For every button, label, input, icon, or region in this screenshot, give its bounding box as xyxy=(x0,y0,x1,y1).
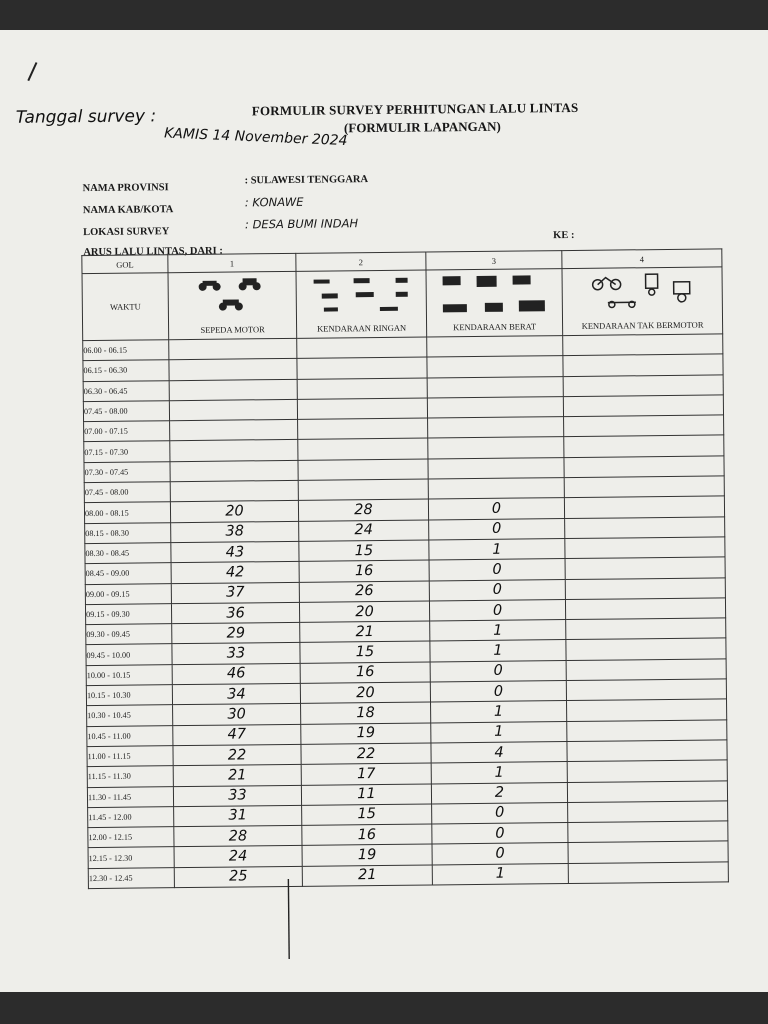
time-slot-cell: 08.15 - 08.30 xyxy=(85,522,171,543)
count-cell-gol-1: 38 xyxy=(171,521,299,543)
count-cell-gol-1: 21 xyxy=(173,765,301,787)
count-cell-gol-1: 46 xyxy=(172,663,300,685)
count-cell-gol-4 xyxy=(567,720,727,742)
provinsi-label: NAMA PROVINSI xyxy=(82,182,169,195)
count-cell-gol-1 xyxy=(169,359,297,381)
count-cell-gol-1: 29 xyxy=(172,623,300,645)
time-slot-cell: 08.00 - 08.15 xyxy=(84,502,170,523)
time-slot-cell: 10.45 - 11.00 xyxy=(87,725,173,746)
time-slot-cell: 07.15 - 07.30 xyxy=(84,441,170,462)
traffic-count-table xyxy=(81,245,729,889)
count-cell-gol-4 xyxy=(563,395,723,417)
time-slot-cell: 06.30 - 06.45 xyxy=(83,380,169,401)
count-cell-gol-4 xyxy=(564,496,724,518)
count-cell-gol-4 xyxy=(566,679,726,701)
count-cell-gol-3: 2 xyxy=(431,782,567,804)
count-cell-gol-4 xyxy=(564,456,724,478)
count-cell-gol-3 xyxy=(427,336,563,358)
count-cell-gol-2 xyxy=(297,337,427,359)
non-motorized-icon xyxy=(563,271,722,309)
time-slot-cell: 09.30 - 09.45 xyxy=(86,624,172,645)
gol-number-2: 2 xyxy=(296,252,426,271)
provinsi-value: : SULAWESI TENGGARA xyxy=(244,174,369,187)
count-cell-gol-2: 21 xyxy=(302,865,432,887)
count-cell-gol-1: 33 xyxy=(172,643,300,665)
gol-number-1: 1 xyxy=(168,253,296,272)
time-slot-cell: 06.00 - 06.15 xyxy=(83,340,169,361)
count-cell-gol-1: 43 xyxy=(171,541,299,563)
count-cell-gol-1: 28 xyxy=(174,825,302,847)
count-cell-gol-4 xyxy=(568,801,728,823)
time-slot-cell: 11.00 - 11.15 xyxy=(87,746,173,767)
count-cell-gol-1: 22 xyxy=(173,744,301,766)
count-cell-gol-1 xyxy=(170,420,298,442)
count-cell-gol-4 xyxy=(564,415,724,437)
category-cell-ringan xyxy=(296,270,427,338)
survey-paper xyxy=(0,30,768,992)
time-slot-cell: 06.15 - 06.30 xyxy=(83,360,169,381)
ke-label: KE : xyxy=(553,229,575,242)
count-cell-gol-3: 0 xyxy=(429,518,565,540)
count-cell-gol-2 xyxy=(297,378,427,400)
count-cell-gol-2 xyxy=(297,357,427,379)
count-cell-gol-1: 36 xyxy=(171,602,299,624)
handwritten-date-label: Tanggal survey : xyxy=(15,106,157,128)
kabkota-value: : KONAWE xyxy=(244,194,304,210)
count-cell-gol-2: 28 xyxy=(298,499,428,521)
waktu-label: WAKTU xyxy=(82,273,169,341)
count-cell-gol-4 xyxy=(567,699,727,721)
count-cell-gol-2 xyxy=(298,459,428,481)
count-cell-gol-4 xyxy=(568,821,728,843)
gol-number-3: 3 xyxy=(426,251,562,270)
count-cell-gol-3: 1 xyxy=(429,539,565,561)
count-cell-gol-2 xyxy=(298,479,428,501)
count-cell-gol-3: 1 xyxy=(431,762,567,784)
heavy-vehicle-icon xyxy=(427,273,562,316)
category-cell-berat xyxy=(426,269,563,337)
lokasi-value: : DESA BUMI INDAH xyxy=(244,216,359,232)
count-cell-gol-4 xyxy=(565,517,725,539)
count-cell-gol-1 xyxy=(169,338,297,360)
count-cell-gol-1 xyxy=(169,399,297,421)
count-cell-gol-3: 0 xyxy=(432,843,568,865)
count-cell-gol-4 xyxy=(568,841,728,863)
count-cell-gol-4 xyxy=(564,476,724,498)
count-cell-gol-4 xyxy=(563,374,723,396)
count-cell-gol-3: 0 xyxy=(429,579,565,601)
category-label-ringan: KENDARAAN RINGAN xyxy=(317,322,407,334)
count-cell-gol-2: 16 xyxy=(299,560,429,582)
count-cell-gol-3: 1 xyxy=(432,863,568,885)
count-cell-gol-1: 20 xyxy=(170,501,298,523)
category-header-row xyxy=(82,267,723,341)
time-slot-cell: 11.30 - 11.45 xyxy=(87,786,173,807)
count-cell-gol-4 xyxy=(563,334,723,356)
count-cell-gol-3: 0 xyxy=(432,823,568,845)
count-cell-gol-4 xyxy=(566,659,726,681)
count-cell-gol-4 xyxy=(563,354,723,376)
count-cell-gol-2: 26 xyxy=(299,581,429,603)
lokasi-label: LOKASI SURVEY xyxy=(83,226,170,239)
count-cell-gol-4 xyxy=(568,862,728,884)
count-cell-gol-4 xyxy=(565,598,725,620)
count-cell-gol-3: 0 xyxy=(430,681,566,703)
category-label-berat: KENDARAAN BERAT xyxy=(453,321,537,333)
time-slot-cell: 07.30 - 07.45 xyxy=(84,461,170,482)
count-cell-gol-3: 0 xyxy=(428,498,564,520)
category-cell-tak-bermotor xyxy=(562,267,723,336)
time-slot-cell: 10.00 - 10.15 xyxy=(86,664,172,685)
count-cell-gol-1: 24 xyxy=(174,846,302,868)
count-cell-gol-3: 4 xyxy=(431,741,567,763)
form-title: FORMULIR SURVEY PERHITUNGAN LALU LINTAS xyxy=(251,99,579,119)
count-cell-gol-4 xyxy=(564,435,724,457)
time-slot-cell: 10.30 - 10.45 xyxy=(87,705,173,726)
count-cell-gol-4 xyxy=(567,780,727,802)
time-slot-cell: 07.00 - 07.15 xyxy=(84,421,170,442)
time-slot-cell: 11.45 - 12.00 xyxy=(88,807,174,828)
count-cell-gol-2: 15 xyxy=(302,804,432,826)
count-cell-gol-3 xyxy=(428,437,564,459)
count-cell-gol-2: 16 xyxy=(302,824,432,846)
time-slot-cell: 12.15 - 12.30 xyxy=(88,847,174,868)
time-slot-cell: 08.30 - 08.45 xyxy=(85,543,171,564)
count-cell-gol-1 xyxy=(170,440,298,462)
gol-number-4: 4 xyxy=(562,249,722,269)
pen-stroke-mark xyxy=(287,879,291,959)
count-cell-gol-1 xyxy=(170,480,298,502)
count-cell-gol-1: 34 xyxy=(172,683,300,705)
count-cell-gol-4 xyxy=(565,537,725,559)
handwritten-date-value: KAMIS 14 November 2024 xyxy=(163,125,348,150)
category-label-tak-bermotor: KENDARAAN TAK BERMOTOR xyxy=(581,319,704,331)
count-cell-gol-2: 17 xyxy=(301,763,431,785)
time-slot-cell: 10.15 - 10.30 xyxy=(86,685,172,706)
time-slot-cell: 07.45 - 08.00 xyxy=(83,401,169,422)
time-slot-cell: 09.00 - 09.15 xyxy=(85,583,171,604)
form-subtitle: (FORMULIR LAPANGAN) xyxy=(343,118,501,136)
count-cell-gol-3: 0 xyxy=(430,660,566,682)
count-cell-gol-3: 1 xyxy=(430,620,566,642)
count-cell-gol-3: 0 xyxy=(429,559,565,581)
count-cell-gol-2: 18 xyxy=(301,702,431,724)
count-cell-gol-3 xyxy=(428,417,564,439)
count-cell-gol-1: 37 xyxy=(171,582,299,604)
paper-content xyxy=(0,30,768,992)
category-cell-motor xyxy=(168,271,297,339)
motorcycle-icon xyxy=(169,276,296,315)
count-cell-gol-1: 33 xyxy=(173,785,301,807)
count-cell-gol-3: 0 xyxy=(432,802,568,824)
time-slot-cell: 07.45 - 08.00 xyxy=(84,482,170,503)
count-cell-gol-2: 19 xyxy=(301,723,431,745)
count-cell-gol-4 xyxy=(566,638,726,660)
count-cell-gol-2: 15 xyxy=(299,540,429,562)
kabkota-label: NAMA KAB/KOTA xyxy=(82,204,174,217)
count-cell-gol-1: 25 xyxy=(174,866,302,888)
count-cell-gol-4 xyxy=(566,618,726,640)
count-cell-gol-1: 47 xyxy=(173,724,301,746)
count-cell-gol-1 xyxy=(170,460,298,482)
count-cell-gol-3: 1 xyxy=(431,701,567,723)
time-slot-cell: 09.45 - 10.00 xyxy=(86,644,172,665)
count-cell-gol-2 xyxy=(297,398,427,420)
count-cell-gol-1: 30 xyxy=(173,704,301,726)
count-cell-gol-3 xyxy=(427,376,563,398)
time-slot-cell: 12.00 - 12.15 xyxy=(88,827,174,848)
count-cell-gol-1: 31 xyxy=(174,805,302,827)
time-slot-cell: 09.15 - 09.30 xyxy=(85,604,171,625)
count-cell-gol-3: 0 xyxy=(429,599,565,621)
count-cell-gol-3 xyxy=(427,396,563,418)
count-cell-gol-2: 22 xyxy=(301,743,431,765)
time-slot-cell: 12.30 - 12.45 xyxy=(88,867,174,888)
count-cell-gol-2: 15 xyxy=(300,641,430,663)
count-cell-gol-3 xyxy=(428,478,564,500)
arus-label: ARUS LALU LINTAS, DARI : xyxy=(83,245,223,259)
count-cell-gol-3: 1 xyxy=(431,721,567,743)
count-cell-gol-1: 42 xyxy=(171,562,299,584)
count-cell-gol-2: 11 xyxy=(301,784,431,806)
count-cell-gol-2: 24 xyxy=(299,520,429,542)
count-cell-gol-4 xyxy=(567,740,727,762)
count-cell-gol-2 xyxy=(298,438,428,460)
time-slot-rows xyxy=(83,334,729,889)
count-cell-gol-2: 16 xyxy=(300,662,430,684)
pen-tick-mark xyxy=(27,62,37,81)
count-cell-gol-4 xyxy=(567,760,727,782)
count-cell-gol-2: 19 xyxy=(302,844,432,866)
count-cell-gol-3 xyxy=(428,457,564,479)
count-cell-gol-3: 1 xyxy=(430,640,566,662)
count-cell-gol-4 xyxy=(565,577,725,599)
count-cell-gol-2: 21 xyxy=(300,621,430,643)
time-slot-cell: 11.15 - 11.30 xyxy=(87,766,173,787)
light-vehicle-icon xyxy=(297,275,426,316)
count-cell-gol-2: 20 xyxy=(300,682,430,704)
count-cell-gol-1 xyxy=(169,379,297,401)
time-slot-cell: 08.45 - 09.00 xyxy=(85,563,171,584)
gol-label: GOL xyxy=(82,255,168,274)
count-cell-gol-2 xyxy=(298,418,428,440)
count-cell-gol-4 xyxy=(565,557,725,579)
count-cell-gol-2: 20 xyxy=(299,601,429,623)
category-label-motor: SEPEDA MOTOR xyxy=(200,324,265,335)
count-cell-gol-3 xyxy=(427,356,563,378)
